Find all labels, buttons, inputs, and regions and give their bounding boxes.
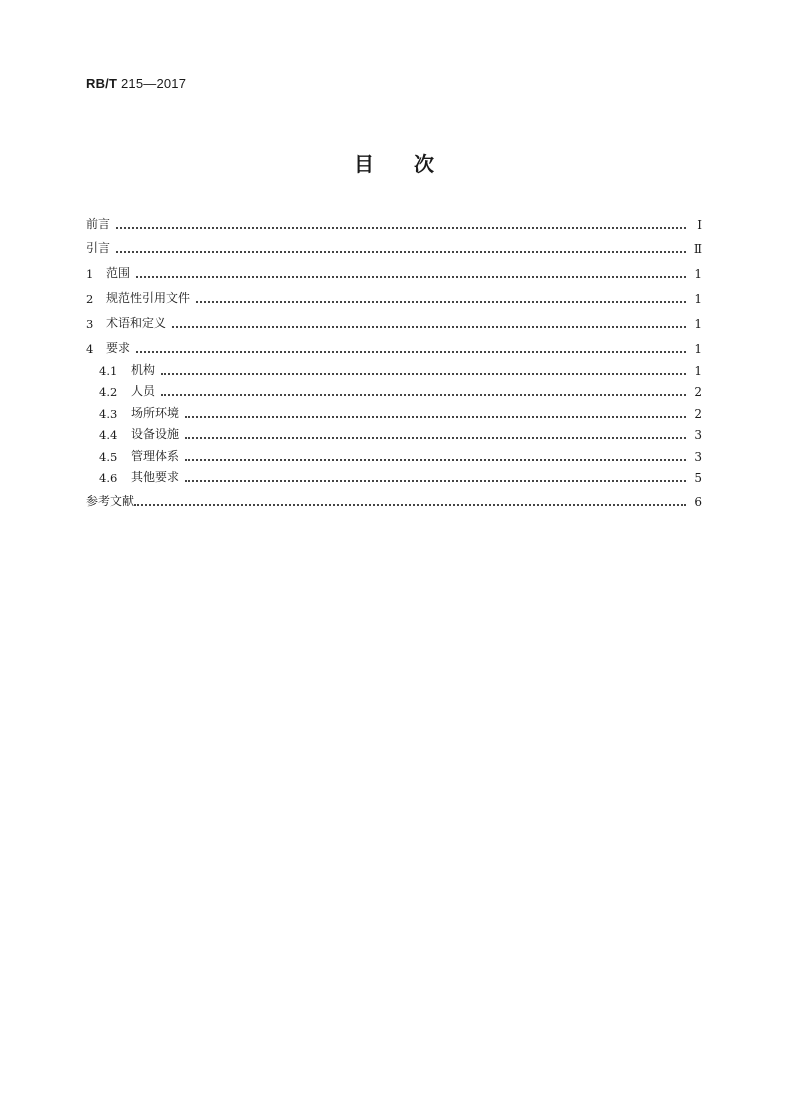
toc-entry-label: 参考文献: [86, 494, 135, 508]
toc-entry-number: 4.2: [99, 385, 118, 399]
toc-entry-1[interactable]: [86, 261, 702, 281]
toc-entry-2[interactable]: [86, 286, 702, 306]
leader-dots: [185, 479, 686, 482]
toc-entry-page: 1: [694, 342, 702, 356]
leader-dots: [116, 250, 686, 253]
toc-entry-bibliography[interactable]: [86, 489, 702, 509]
leader-dots: [116, 226, 686, 229]
toc-entry-page: Ⅱ: [693, 242, 702, 256]
toc-entry-number: 4.3: [99, 407, 118, 421]
leader-dots: [196, 300, 686, 303]
toc-entry-4[interactable]: [86, 336, 702, 356]
standard-code: [86, 76, 186, 91]
toc-title: 目 次: [354, 152, 434, 176]
standard-number: 215—2017: [120, 76, 187, 91]
toc-entry-page: 3: [694, 428, 702, 442]
leader-dots: [136, 275, 686, 278]
leader-dots: [136, 350, 686, 353]
toc-entry-label: 规范性引用文件: [106, 291, 191, 305]
toc-entry-label: 前言: [86, 217, 111, 231]
leader-dots: [172, 325, 686, 328]
toc-entry-number: 4.1: [99, 364, 118, 378]
toc-entry-number: 2: [86, 292, 94, 306]
toc-entry-number: 4: [86, 342, 94, 356]
toc-entry-page: 6: [694, 495, 702, 509]
toc-entry-4-6[interactable]: [99, 465, 702, 485]
toc-entry-label: 设备设施: [131, 427, 180, 441]
leader-dots: [161, 393, 686, 396]
toc-entry-4-2[interactable]: [99, 379, 702, 399]
toc-entry-page: 5: [694, 471, 702, 485]
toc-entry-4-5[interactable]: [99, 444, 702, 464]
toc-entry-label: 场所环境: [131, 406, 180, 420]
toc-entry-3[interactable]: [86, 311, 702, 331]
toc-entry-number: 1: [86, 267, 94, 281]
toc-entry-number: 4.4: [99, 428, 118, 442]
toc-entry-4-3[interactable]: [99, 401, 702, 421]
standard-prefix: RB/T: [86, 76, 118, 91]
toc-entry-label: 其他要求: [131, 470, 180, 484]
leader-dots: [185, 415, 686, 418]
toc-entry-page: 1: [694, 317, 702, 331]
toc-entry-page: 3: [694, 450, 702, 464]
toc-entry-label: 术语和定义: [106, 316, 167, 330]
leader-dots: [185, 458, 686, 461]
toc-entry-number: 3: [86, 317, 94, 331]
toc-entry-page: 1: [694, 364, 702, 378]
toc-entry-label: 人员: [131, 384, 156, 398]
toc-entry-number: 4.6: [99, 471, 118, 485]
toc-entry-page: 1: [694, 267, 702, 281]
toc-entry-page: Ⅰ: [697, 218, 702, 232]
toc-entry-label: 范围: [106, 266, 131, 280]
leader-dots: [185, 436, 686, 439]
toc-entry-number: 4.5: [99, 450, 118, 464]
leader-dots: [161, 372, 686, 375]
toc-entry-label: 管理体系: [131, 449, 180, 463]
toc-entry-label: 引言: [86, 241, 111, 255]
leader-dots: [134, 503, 686, 506]
toc-entry-preface[interactable]: [86, 212, 702, 232]
toc-entry-page: 2: [694, 385, 702, 399]
toc-entry-page: 1: [694, 292, 702, 306]
toc-entry-4-4[interactable]: [99, 422, 702, 442]
toc-entry-introduction[interactable]: [86, 236, 702, 256]
toc-entry-4-1[interactable]: [99, 358, 702, 378]
toc-entry-label: 机构: [131, 363, 156, 377]
toc-entry-page: 2: [694, 407, 702, 421]
toc-entry-label: 要求: [106, 341, 131, 355]
